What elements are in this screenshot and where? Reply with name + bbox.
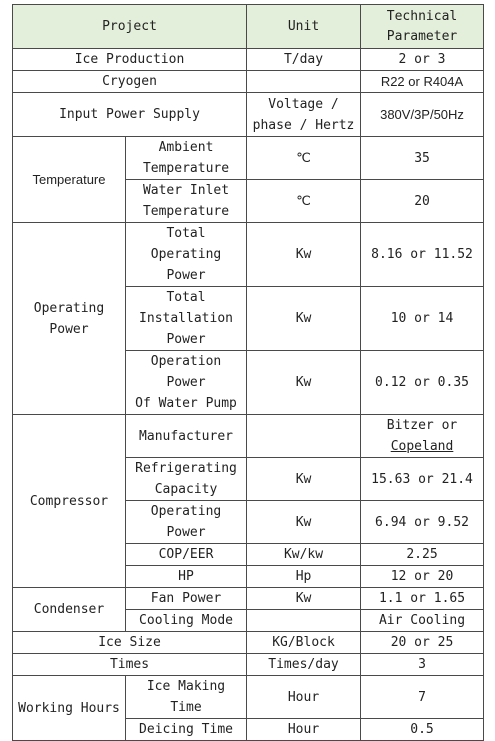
value-cell: 1.1 or 1.65 [361,588,484,610]
label-line: Power [49,321,89,337]
value-cell: R22 or R404A [361,71,484,93]
sub-label-water-pump-power [126,351,247,415]
sub-label-cooling-mode: Cooling Mode [126,610,247,632]
value-cell: 7 [361,676,484,719]
label-line: Refrigerating [135,461,237,476]
value-cell: 15.63 or 21.4 [361,458,484,501]
label-line: Power [166,268,206,283]
header-technical-parameter [361,5,484,49]
unit-cell: Kw [247,458,361,501]
label-line: Ambient [158,140,214,155]
unit-cell: ℃ [247,137,361,180]
label-line: Water Inlet [142,183,230,198]
unit-cell: ℃ [247,180,361,223]
value-cell: 380V/3P/50Hz [361,93,484,137]
group-label-operating-power [13,223,126,415]
sub-label-ice-making-time: Ice Making Time [126,676,247,719]
unit-cell: Kw [247,351,361,415]
sub-label-deicing-time: Deicing Time [126,719,247,741]
table-row [13,588,484,610]
row-label-ice-production: Ice Production [13,49,247,71]
technical-spec-table [12,4,484,741]
unit-cell [247,71,361,93]
table-row [13,676,484,719]
value-cell: 8.16 or 11.52 [361,223,484,287]
unit-cell [247,610,361,632]
sub-label-water-inlet-temperature [126,180,247,223]
sub-label-cop-eer: COP/EER [126,544,247,566]
value-line-underlined: Copeland [390,439,454,454]
unit-line: phase / Hertz [252,117,355,133]
unit-cell: Kw [247,287,361,351]
value-cell: 12 or 20 [361,566,484,588]
sub-label-hp: HP [126,566,247,588]
row-label-input-power-supply: Input Power Supply [13,93,247,137]
label-line: Total [166,290,206,305]
row-label-cryogen: Cryogen [13,71,247,93]
table-row [13,71,484,93]
sub-label-total-installation-power [126,287,247,351]
unit-cell: Hour [247,676,361,719]
unit-line: Voltage / [268,96,339,112]
label-line: Operating [33,300,105,316]
header-row [13,5,484,49]
value-cell: 0.5 [361,719,484,741]
unit-cell: Kw [247,223,361,287]
table-row [13,49,484,71]
unit-cell: Kw [247,588,361,610]
unit-cell: KG/Block [247,632,361,654]
unit-cell: Times/day [247,654,361,676]
header-unit: Unit [247,5,361,49]
value-cell: Air Cooling [361,610,484,632]
sub-label-total-operating-power [126,223,247,287]
label-line: Total Operating [150,226,222,262]
value-cell [361,415,484,458]
sub-label-ambient-temperature [126,137,247,180]
group-label-compressor: Compressor [13,415,126,588]
value-cell: 2.25 [361,544,484,566]
unit-cell: Kw/kw [247,544,361,566]
row-label-times: Times [13,654,247,676]
label-line: Temperature [142,204,230,219]
unit-cell: T/day [247,49,361,71]
value-cell: 0.12 or 0.35 [361,351,484,415]
unit-cell [247,93,361,137]
value-cell: 10 or 14 [361,287,484,351]
sub-label-fan-power: Fan Power [126,588,247,610]
header-project: Project [13,5,247,49]
label-line: Of Water Pump [135,396,237,411]
value-cell: 20 [361,180,484,223]
unit-cell: Kw [247,501,361,544]
label-line: Capacity [154,482,218,497]
unit-cell [247,415,361,458]
spec-table-container [12,4,484,741]
sub-label-refrigerating-capacity [126,458,247,501]
table-row [13,137,484,180]
header-param-line2: Parameter [386,28,458,44]
sub-label-compressor-operating-power: Operating Power [126,501,247,544]
value-cell: 3 [361,654,484,676]
label-line: Installation [139,311,233,326]
value-line: Bitzer or [386,418,458,433]
value-cell: 6.94 or 9.52 [361,501,484,544]
value-cell: 20 or 25 [361,632,484,654]
sub-label-manufacturer: Manufacturer [126,415,247,458]
table-row [13,223,484,287]
unit-cell: Hour [247,719,361,741]
table-row [13,93,484,137]
value-cell: 35 [361,137,484,180]
label-line: Power [166,332,206,347]
header-param-line1: Technical [386,8,458,24]
group-label-working-hours: Working Hours [13,676,126,741]
group-label-temperature: Temperature [13,137,126,223]
label-line: Temperature [142,161,230,176]
unit-cell: Hp [247,566,361,588]
table-row [13,632,484,654]
table-row [13,415,484,458]
row-label-ice-size: Ice Size [13,632,247,654]
label-line: Operation Power [150,354,222,390]
group-label-condenser: Condenser [13,588,126,632]
value-cell: 2 or 3 [361,49,484,71]
